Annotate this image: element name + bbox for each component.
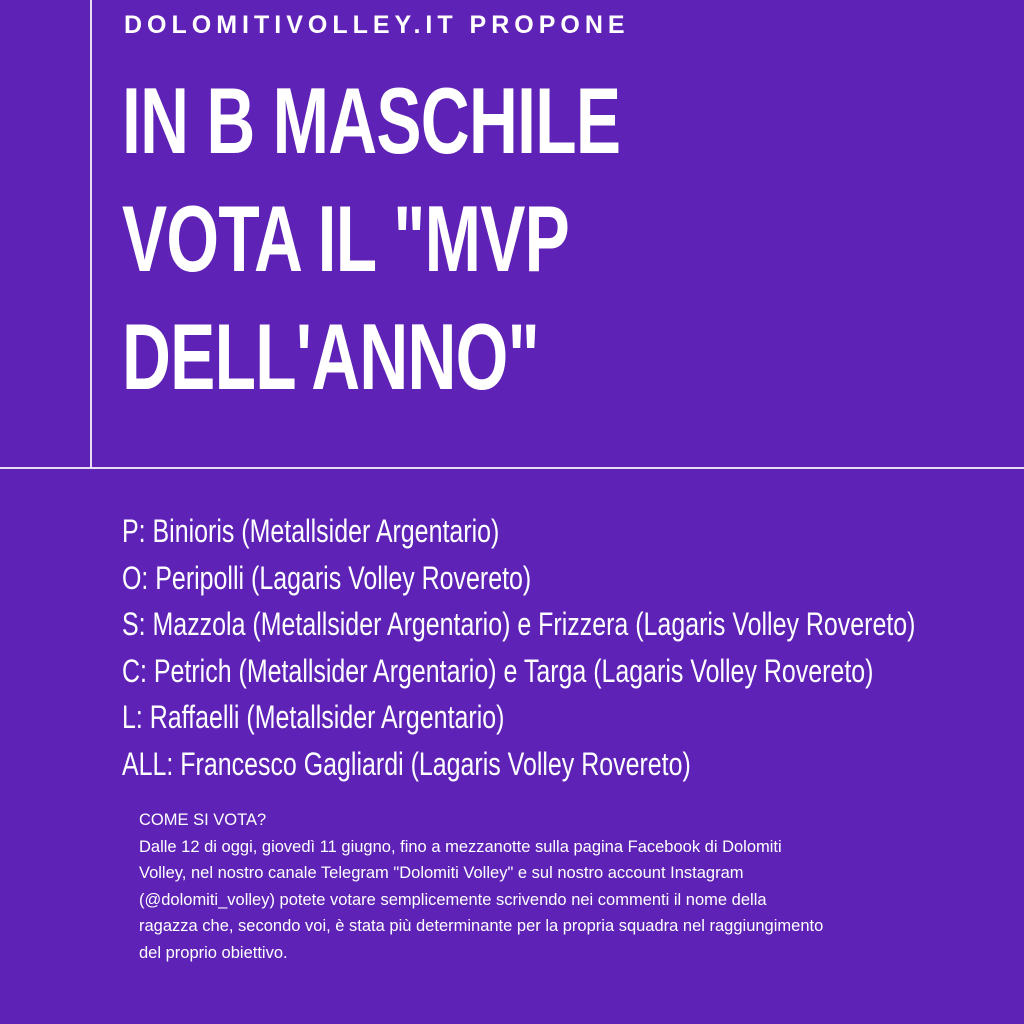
nominees-list: [122, 508, 1002, 787]
nominee-item: L: Raffaelli (Metallsider Argentario): [122, 699, 505, 735]
headline-line: IN B MASCHILE: [122, 68, 621, 173]
headline-line: VOTA IL "MVP: [122, 186, 570, 291]
nominee-item: O: Peripolli (Lagaris Volley Rovereto): [122, 559, 532, 596]
vertical-divider: [90, 0, 92, 468]
headline: [122, 62, 1002, 416]
horizontal-divider: [0, 467, 1024, 469]
voting-text: Dalle 12 di oggi, giovedì 11 giugno, fino a mezzanotte sulla pagina Facebook di Dolomiti Volley, nel nostro canale Telegram "Dolomiti Volley" e sul nostro account Instagram (@dolomiti_volley) potete votare semplicemente scrivendo nei commenti il nome della ragazza che, secondo voi, è stata più determinante per la propria squadra nel raggiungimento del proprio obiettivo.: [139, 837, 824, 962]
headline-line: DELL'ANNO": [122, 304, 539, 409]
nominee-item: S: Mazzola (Metallsider Argentario) e Frizzera (Lagaris Volley Rovereto): [122, 606, 916, 642]
nominee-item: ALL: Francesco Gagliardi (Lagaris Volley Rovereto): [122, 745, 691, 782]
nominee-item: P: Binioris (Metallsider Argentario): [122, 513, 500, 549]
kicker-text: DOLOMITIVOLLEY.IT PROPONE: [124, 11, 630, 39]
nominee-item: C: Petrich (Metallsider Argentario) e Targa (Lagaris Volley Rovereto): [122, 652, 874, 689]
voting-instructions: [139, 807, 829, 966]
voting-question: COME SI VOTA?: [139, 811, 267, 829]
